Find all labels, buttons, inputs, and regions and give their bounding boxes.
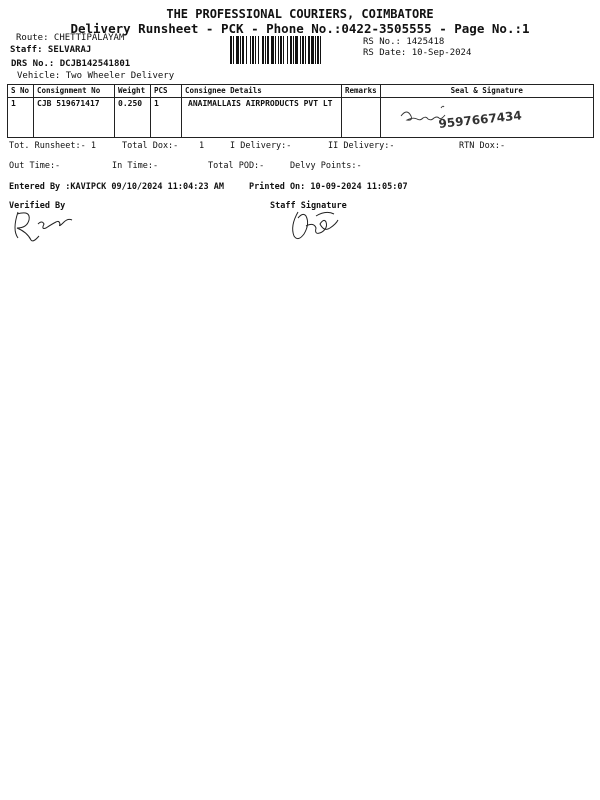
vehicle-label: Vehicle: Two Wheeler Delivery xyxy=(17,71,175,81)
col-consignee-header: Consignee Details xyxy=(182,85,342,98)
staff-signature-icon xyxy=(284,208,354,243)
total-dox-value: 1 xyxy=(199,141,205,151)
barcode-image xyxy=(230,36,358,64)
runsheet-subtitle: Delivery Runsheet - PCK - Phone No.:0422-3505555 - Page No.:1 xyxy=(70,21,530,36)
cell-consignee: ANAIMALLAIS AIRPRODUCTS PVT LT xyxy=(182,98,342,138)
rs-date: RS Date: 10-Sep-2024 xyxy=(363,48,472,58)
cell-remarks xyxy=(342,98,381,138)
handwritten-signature-receiver xyxy=(381,98,561,135)
second-delivery: II Delivery:- xyxy=(328,141,395,151)
route-label: Route: CHETTIPALAYAM xyxy=(16,33,125,43)
tot-runsheet: Tot. Runsheet:- 1 xyxy=(9,141,96,151)
entered-by: Entered By :KAVIPCK 09/10/2024 11:04:23 AM xyxy=(9,182,224,192)
first-delivery: I Delivery:- xyxy=(230,141,292,151)
drs-number: DRS No.: DCJB142541801 xyxy=(11,59,131,69)
staff-label: Staff: SELVARAJ xyxy=(10,45,92,55)
cell-weight: 0.250 xyxy=(115,98,151,138)
col-weight-header: Weight xyxy=(115,85,151,98)
col-seal-signature-header: Seal & Signature xyxy=(380,85,593,98)
runsheet-table xyxy=(7,84,594,138)
rtn-dox: RTN Dox:- xyxy=(459,141,506,151)
in-time: In Time:- xyxy=(112,161,159,171)
cell-consignment-no: CJB 519671417 xyxy=(34,98,115,138)
col-sno-header: S No xyxy=(8,85,34,98)
col-consignment-header: Consignment No xyxy=(34,85,115,98)
col-remarks-header: Remarks xyxy=(342,85,381,98)
cell-seal-signature xyxy=(380,98,593,138)
verified-by-label: Verified By xyxy=(9,201,66,211)
total-pod: Total POD:- xyxy=(208,161,265,171)
table-header-row xyxy=(8,85,594,98)
verifier-signature-icon xyxy=(8,210,78,245)
delivery-points: Delvy Points:- xyxy=(290,161,362,171)
col-pcs-header: PCS xyxy=(151,85,182,98)
cell-pcs: 1 xyxy=(151,98,182,138)
staff-signature-label: Staff Signature xyxy=(270,201,347,211)
receiver-phone-note: 9597667434 xyxy=(437,108,522,131)
cell-sno: 1 xyxy=(8,98,34,138)
total-dox-label: Total Dox:- xyxy=(122,141,179,151)
rs-number: RS No.: 1425418 xyxy=(363,37,445,47)
page-title: THE PROFESSIONAL COURIERS, COIMBATORE xyxy=(166,7,434,21)
table-row xyxy=(8,98,594,138)
printed-on: Printed On: 10-09-2024 11:05:07 xyxy=(249,182,408,192)
out-time: Out Time:- xyxy=(9,161,61,171)
